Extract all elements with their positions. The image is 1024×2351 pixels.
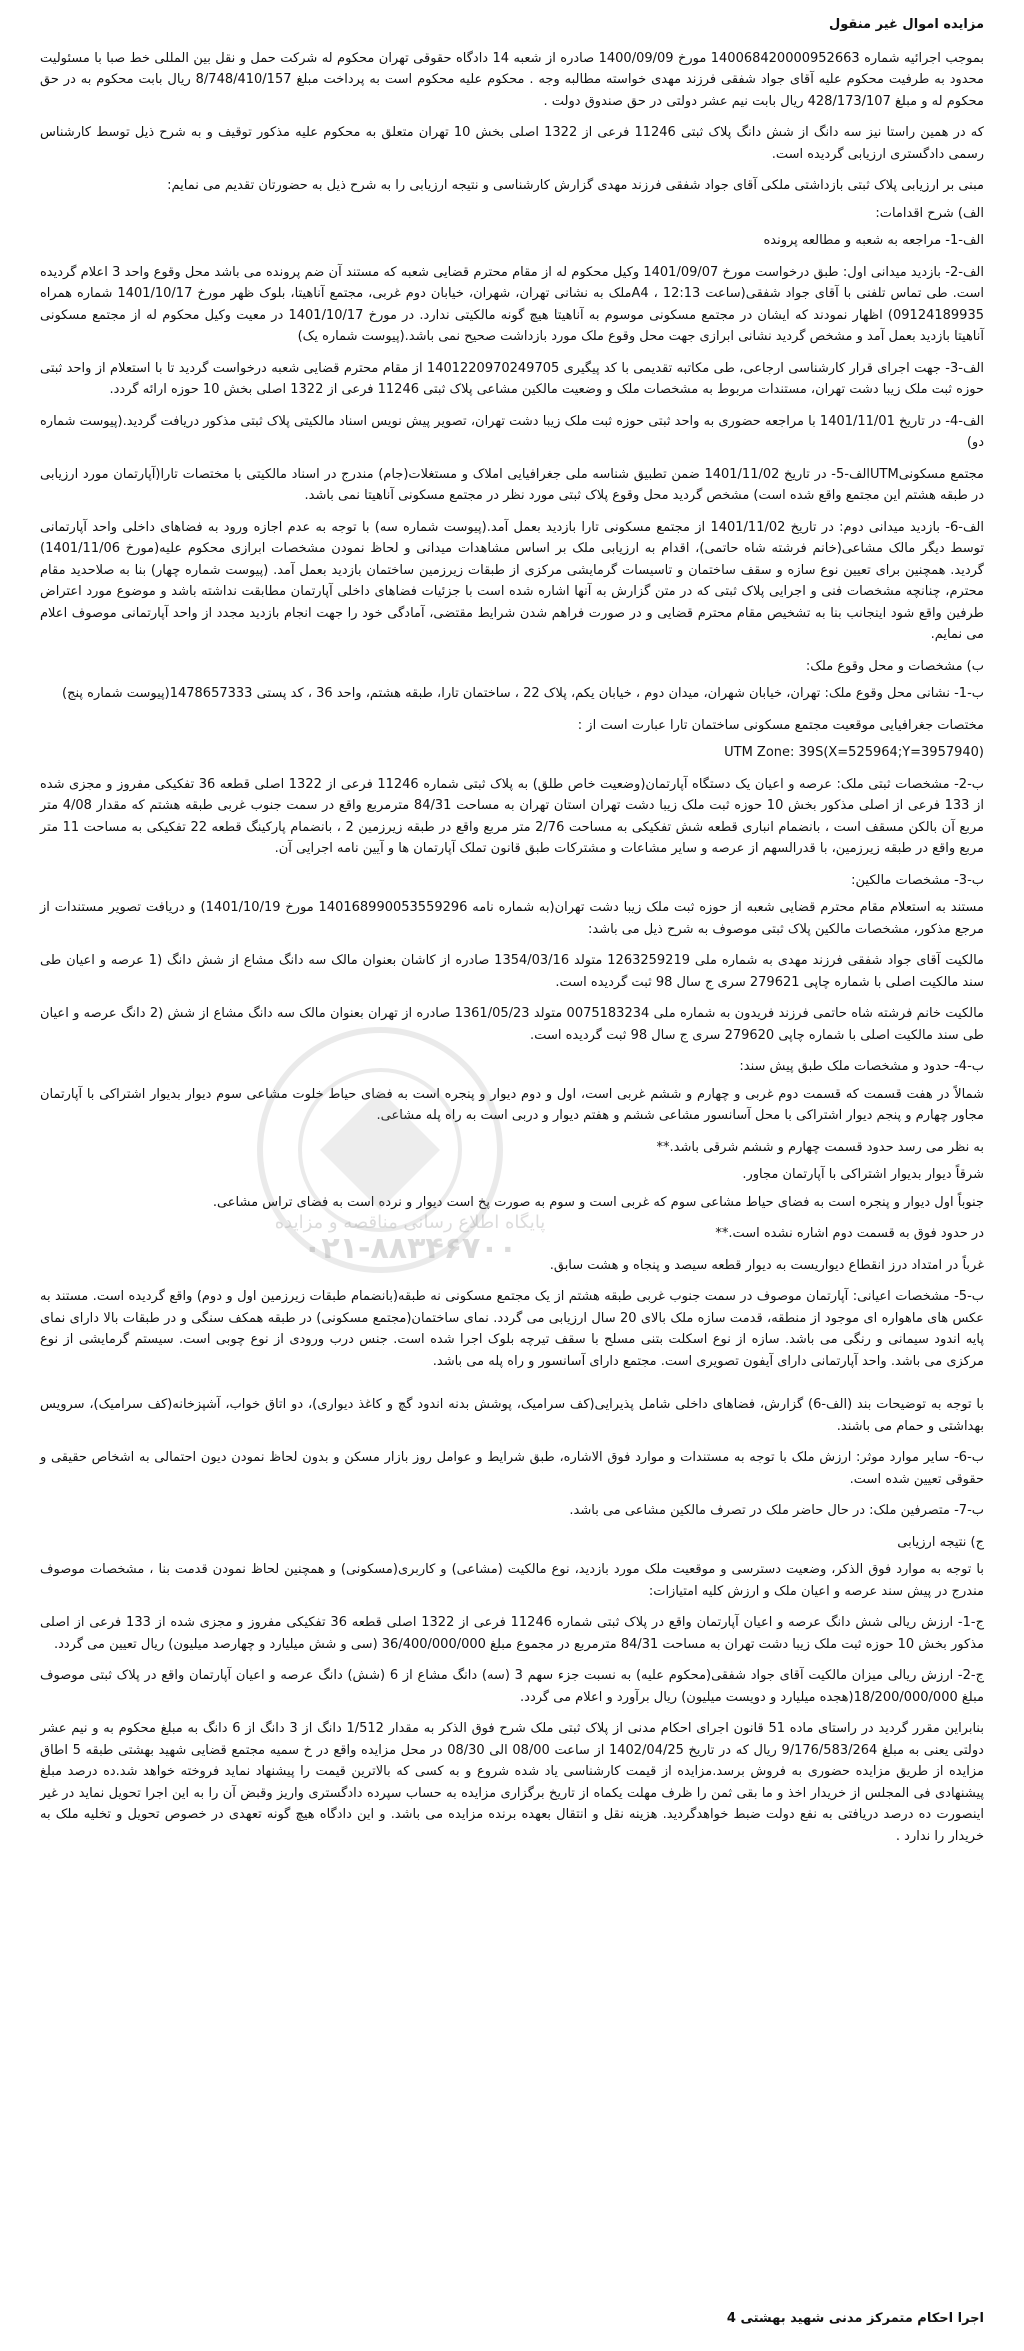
item-be-6: ب-6- سایر موارد موثر: ارزش ملک با توجه به مستندات و موارد فوق الاشاره، طبق شرایط و عوامل روز بازار مسکن و بدون لحاظ نمودن دیون احتمالی به اشخاص حقیقی و حقوقی تعیین شده است.	[40, 1450, 984, 1487]
section-heading-property: ب) مشخصات و محل وقوع ملک:	[805, 658, 984, 674]
owner-2: مالکیت خانم فرشته شاه حاتمی فرزند فریدون به شماره ملی 0075183234 متولد 1361/05/23 صادره از تهران بعنوان مالک سه دانگ مشاع از شش (2 دانگ عرصه و اعیان طی سند مالکیت اصلی با شماره چاپی 279620 سری ج سال 98 ثبت گردیده است.	[40, 1006, 984, 1043]
item-alef-2: الف-2- بازدید میدانی اول: طبق درخواست مورخ 1401/09/07 وکیل محکوم له از مقام محترم قضایی شعبه که مستند آن ضم پرونده می باشد محل وقوع واحد 3 اعلام گردیده است. طی تماس تلفنی با آقای جواد شفقی(ساعت 12:13 ، A4ملک به نشانی تهران، شهران، خیابان دوم غربی، مجتمع آناهیتا، بلوک ظهر مورخ 1401/10/17 شماره همراه 09124189935) اظهار نمودند که ایشان در مجتمع مسکونی موسوم به آناهیتا هیچ گونه مالکیتی ندارد. در مورخ 1401/10/17 در معیت وکیل محکوم له از مجتمع مسکونی آناهیتا بازدید بعمل آمد و مشخص گردید نشانی ابرازی جهت محل وقوع ملک مورد بازداشت صحیح نمی باشد.(پیوست شماره یک)	[40, 264, 984, 344]
item-alef-6: الف-6- بازدید میدانی دوم: در تاریخ 1401/11/02 از مجتمع مسکونی تارا بازدید بعمل آمد.(پیوست شماره سه) با توجه به عدم اجازه ورود به فضاهای داخلی واحد آپارتمانی توسط دیگر مالک مشاعی(خانم فرشته شاه حاتمی)، اقدام به ارزیابی ملک بر اساس مشاهدات میدانی و لحاظ نمودن مشخصات ابرازی محکوم علیه(مورخ 1401/11/06) گردید. همچنین برای تعیین نوع سازه و سقف ساختمان و تاسیسات گرمایشی مرکزی از طبقات زیرزمین ساختمان بازدید بعمل آمد. (پیوست شماره چهار) بنا به صلاحدید مقام محترم، چنانچه مشخصات فنی و اجرایی پلاک ثبتی که در متن گزارش به آنها اشاره شده است با جزئیات فضاهای داخلی آپارتمان مطابقت نداشته باشد و موضوع مورد اعتراض طرفین واقع شود اینجانب بنا به تشخیص مقام محترم قضایی و در صورت فراهم شدن شرایط مقتضی، آمادگی خود را جهت انجام بازدید مجدد از واحد آپارتمانی موصوف اعلام می نمایم.	[40, 519, 985, 642]
issuing-office: اجرا احکام متمرکز مدنی شهید بهشتی 4	[726, 2311, 984, 2326]
watermark-phone: ۰۲۱-۸۸۳۴۶۷۰۰	[303, 1231, 517, 1266]
boundary-north: شمالاً در هفت قسمت که قسمت دوم غربی و چهارم و ششم غربی است، اول و دوم دیوار و پنجره است به فضای حیاط خلوت مشاعی سوم دیوار بدیوار اشتراکی با آپارتمان مجاور چهارم و پنجم دیوار اشتراکی با محل آسانسور مشاعی ششم و هفتم دیوار و دربی است به راه پله مشاعی.	[40, 1086, 984, 1123]
boundary-east: شرقاً دیوار بدیوار اشتراکی با آپارتمان مجاور.	[742, 1167, 984, 1182]
boundary-west: غرباً در امتداد درز انقطاع دیواریست به دیوار قطعه سیصد و پنجاه و هشت سابق.	[549, 1257, 984, 1273]
interior-spaces: با توجه به توضیحات بند (الف-6) گزارش، فضاهای داخلی شامل پذیرایی(کف سرامیک، پوشش بدنه اندود گچ و کاغذ دیواری)، دو اتاق خواب، آشپزخانه(کف سرامیک)، سرویس بهداشتی و حمام می باشند.	[40, 1397, 984, 1434]
boundary-note-2: در حدود فوق به قسمت دوم اشاره نشده است.**	[715, 1226, 984, 1241]
item-be-4-heading: ب-4- حدود و مشخصات ملک طبق پیش سند:	[739, 1059, 984, 1074]
item-be-5: ب-5- مشخصات اعیانی: آپارتمان موصوف در سمت جنوب غربی طبقه هشتم از یک مجتمع مسکونی نه طبقه(بانضمام طبقات زیرزمین اول و دوم) واقع گردیده است. مستند به عکس های ماهواره ای موجود از منطقه، قدمت سازه ملک بالای 20 سال ارزیابی می گردد. نمای ساختمان(مجتمع مسکونی) در طبقه همکف سنگی و در طبقات بالا دارای نمای پایه اندود سیمانی و رنگی می باشد. سازه از نوع اسکلت بتنی مسلح با سقف تیرچه بلوک اجرا شده است. جنس درب ورودی از نوع چوبی است. سیستم گرمایشی از نوع مرکزی می باشد. واحد آپارتمانی دارای آیفون تصویری است. مجتمع دارای آسانسور و راه پله می باشد.	[40, 1289, 984, 1369]
document-title: مزایده اموال غیر منقول	[828, 17, 984, 32]
owner-1: مالکیت آقای جواد شفقی فرزند مهدی به شماره ملی 1263259219 متولد 1354/03/16 صادره از کاشان بعنوان مالک سه دانگ مشاع از شش دانگ (1 عرصه و اعیان طی سند مالکیت اصلی با شماره چاپی 279621 سری ج سال 98 ثبت گردیده است.	[40, 953, 984, 990]
item-be-1: ب-1- نشانی محل وقوع ملک: تهران، خیابان شهران، میدان دوم ، خیابان یکم، پلاک 22 ، ساختمان تارا، طبقه هشتم، واحد 36 ، کد پستی 1478657333(پیوست شماره پنج)	[62, 686, 984, 701]
section-heading-result: ج) نتیجه ارزیابی	[897, 1534, 984, 1550]
item-alef-1: الف-1- مراجعه به شعبه و مطالعه پرونده	[763, 233, 984, 248]
seizure-paragraph: که در همین راستا نیز سه دانگ از شش دانگ پلاک ثبتی 11246 فرعی از 1322 اصلی بخش 10 تهران متعلق به محکوم علیه مذکور توقیف و به شرح ذیل توسط کارشناس رسمی دادگستری ارزیابی گردیده است.	[40, 125, 984, 162]
boundary-south: جنوباً اول دیوار و پنجره است به فضای حیاط مشاعی سوم که غربی است و سوم به صورت پخ است دیوار و نرده است به فضای تراس مشاعی.	[212, 1194, 984, 1210]
owners-intro: مستند به استعلام مقام محترم قضایی شعبه از حوزه ثبت ملک زیبا دشت تهران(به شماره نامه 140168990053559296 مورخ 1401/10/19) و دریافت تصویر مستندات از مرجع مذکور، مشخصات مالکین پلاک ثبتی موصوف به شرح ذیل می باشد:	[40, 900, 984, 937]
item-alef-5: مجتمع مسکونیUTMالف-5- در تاریخ 1401/11/02 ضمن تطبیق شناسه ملی جغرافیایی املاک و مستغلات(جام) مندرج در اسناد مالکیتی با مختصات تارا(آپارتمان مورد ارزیابی در طبقه هشتم این مجتمع واقع شده است) مشخص گردید محل وقوع پلاک ثبتی مورد نظر در مجتمع مسکونی آناهیتا نمی باشد.	[40, 466, 984, 503]
coordinates-intro: مختصات جغرافیایی موقعیت مجتمع مسکونی ساختمان تارا عبارت است از :	[577, 717, 984, 733]
watermark-site-name: پایگاه اطلاع رسانی مناقصه و مزایده	[274, 1212, 546, 1233]
boundary-note-1: به نظر می رسد حدود قسمت چهارم و ششم شرقی باشد.**	[656, 1139, 984, 1155]
section-heading-actions: الف) شرح اقدامات:	[875, 205, 984, 221]
item-alef-4: الف-4- در تاریخ 1401/11/01 با مراجعه حضوری به واحد ثبتی حوزه ثبت ملک زیبا دشت تهران، تصویر پیش نویس اسناد مالکیتی پلاک ثبتی مذکور دریافت گردید.(پیوست شماره دو)	[40, 413, 984, 450]
item-be-7: ب-7- متصرفین ملک: در حال حاضر ملک در تصرف مالکین مشاعی می باشد.	[569, 1503, 984, 1518]
item-be-3-heading: ب-3- مشخصات مالکین:	[851, 872, 984, 888]
item-alef-3: الف-3- جهت اجرای قرار کارشناسی ارجاعی، طی مکاتبه تقدیمی با کد پیگیری 1401220970249705 از مقام محترم قضایی شعبه درخواست گردید تا با استعلام از واحد ثبتی حوزه ثبت ملک زیبا دشت تهران، مستندات مربوط به مشخصات ملک و وضعیت مالکین مشاعی پلاک ثبتی 11246 فرعی از 1322 اصلی بخش 10 حوزه ارائه گردد.	[40, 360, 984, 397]
item-jim-2: ج-2- ارزش ریالی میزان مالکیت آقای جواد شفقی(محکوم علیه) به نسبت جزء سهم 3 (سه) دانگ مشاع از 6 (شش) دانگ عرصه و اعیان آپارتمان واقع در پلاک ثبتی موصوف مبلغ 18/200/000/000(هجده میلیارد و دویست میلیون) ریال برآورد و اعلام می گردد.	[40, 1668, 984, 1705]
auction-terms: بنابراین مقرر گردید در راستای ماده 51 قانون اجرای احکام مدنی از پلاک ثبتی ملک شرح فوق الذکر به مقدار 1/512 دانگ از 3 دانگ از 6 دانگ به مبلغ محکوم به و نیم عشر دولتی یعنی به مبلغ 9/176/583/264 ریال که در تاریخ 1402/04/25 از ساعت 08/00 الی 08/30 در محل مزایده واقع در خ سمیه مجتمع قضایی شهید بهشتی طبقه 5 اطاق مزایده از طریق مزایده حضوری به فروش برسد.مزایده از قیمت کارشناسی یاد شده شروع و به کسی که بالاترین قیمت را پیشنهاد نماید فروخته خواهد شد.ده درصد مبلغ پیشنهادی فی المجلس از خریدار اخذ و ما بقی ثمن را ظرف مهلت یکماه از تاریخ برگزاری مزایده به حساب سپرده دادگستری واریز وقبض آن را به این اجرا تحویل نماید در غیر اینصورت ده درصد دریافتی به نفع دولت ضبط خواهدگردید. هزینه نقل و انتقال بعهده برنده مزایده می باشد. و این دادگاه هیچ گونه تعهدی در خصوص تحویل و تخلیه ملک به خریدار را ندارد .	[40, 1721, 984, 1844]
item-be-2: ب-2- مشخصات ثبتی ملک: عرصه و اعیان یک دستگاه آپارتمان(وضعیت خاص طلق) به پلاک ثبتی شماره 11246 فرعی از 1322 اصلی قطعه 36 تفکیکی مفروز و مجزی شده از 133 فرعی از اصلی مذکور بخش 10 حوزه ثبت ملک زیبا دشت تهران استان تهران به مساحت 84/31 مترمربع واقع در سمت جنوب غربی طبقه هشتم که مقدار 4/08 متر مربع آن بالکن مسقف است ، بانضمام انباری قطعه شش تفکیکی به مساحت 2/76 متر مربع واقع در طبقه زیرزمین 2 ، بانضمام پارکینگ قطعه 22 تفکیکی به مساحت 11 متر مربع واقع در طبقه زیرزمین، با قدرالسهم از عرصه و سایر مشاعات و مشترکات طبق قانون تملک آپارتمان ها و آیین نامه اجرایی آن.	[40, 776, 985, 856]
item-jim-1: ج-1- ارزش ریالی شش دانگ عرصه و اعیان آپارتمان واقع در پلاک ثبتی شماره 11246 فرعی از 1322 اصلی قطعه 36 تفکیکی مفروز و مجزی شده از 133 فرعی از اصلی مذکور بخش 10 حوزه ثبت ملک زیبا دشت تهران به مساحت 84/31 مترمربع در مجموع مبلغ 36/400/000/000 (سی و شش میلیارد و چهارصد میلیون) ریال تعیین می گردد.	[40, 1615, 984, 1652]
utm-coordinates: UTM Zone: 39S(X=525964;Y=3957940)	[724, 745, 984, 760]
intro-paragraph: بموجب اجرائیه شماره 140068420000952663 مورخ 1400/09/09 صادره از شعبه 14 دادگاه حقوقی تهران محکوم له شرکت حمل و نقل بین المللی خط صبا با مسئولیت محدود به طرفیت محکوم علیه آقای جواد شفقی فرزند مهدی خواسته مطالبه وجه . محکوم علیه محکوم است به پرداخت مبلغ 8/748/410/157 ریال بابت محکوم به در حق محکوم له و مبلغ 428/173/107 ریال بابت نیم عشر دولتی در حق صندوق دولت .	[40, 50, 984, 109]
result-intro: با توجه به موارد فوق الذکر، وضعیت دسترسی و موقعیت ملک مورد بازدید، نوع مالکیت (مشاعی) و کاربری(مسکونی) و همچنین لحاظ نمودن قدمت بنا ، مشخصات موصوف مندرج در پیش سند عرصه و اعیان ملک و ارزش کلیه امتیازات:	[40, 1562, 984, 1599]
report-intro: مبنی بر ارزیابی پلاک ثبتی بازداشتی ملکی آقای جواد شفقی فرزند مهدی گزارش کارشناسی و نتیجه ارزیابی را به شرح ذیل به حضورتان تقدیم می نمایم:	[167, 178, 984, 193]
